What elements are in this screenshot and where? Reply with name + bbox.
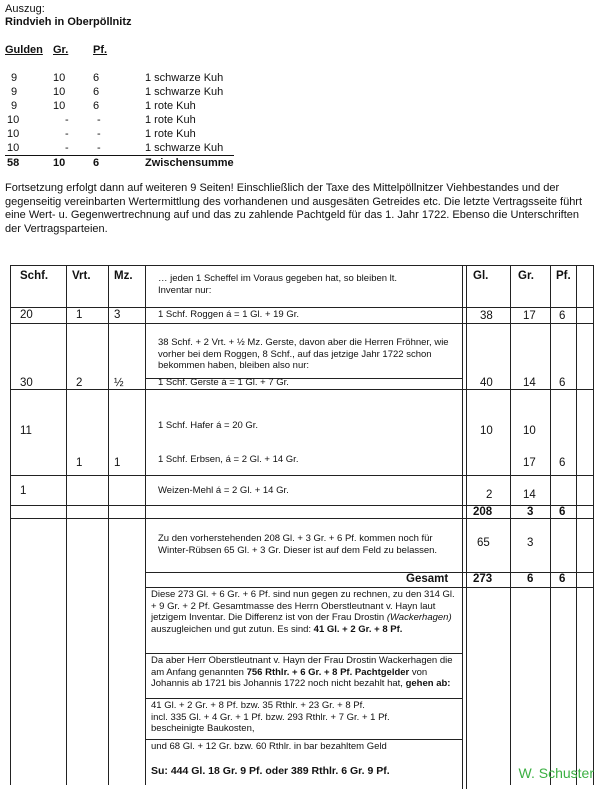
bar-line: und 68 Gl. + 12 Gr. bzw. 60 Rthlr. in bar bezahltem Geld [151,741,387,752]
gerste-gr: 14 [523,377,536,389]
hafer-gr: 10 [523,425,536,437]
grain-table [10,265,594,785]
gehen-ab: gehen ab: [405,678,451,689]
erbsen-vrt: 1 [76,457,83,469]
erbsen-text: 1 Schf. Erbsen, á = 2 Gl. + 14 Gr. [158,454,299,465]
signature: W. Schuster [518,765,594,781]
col-gr: Gr. [53,44,69,56]
gerste-vrt: 2 [76,377,83,389]
auszug-label: Auszug: [5,3,45,15]
table-header-row [5,43,234,57]
table-row: 9 10 6 1 schwarze Kuh [11,86,224,98]
weizen-text: Weizen-Mehl á = 2 Gl. + 14 Gr. [158,485,289,496]
weizen-gr: 14 [523,489,536,501]
col-gulden: Gulden [5,44,43,56]
table-row: 10 - - 1 rote Kuh [7,128,196,140]
roggen-mz: 3 [114,309,121,321]
summe-line: Su: 444 Gl. 18 Gr. 9 Pf. oder 389 Rthlr. 6 Gr. 9 Pf. [151,765,390,777]
header-gr: Gr. [518,270,534,282]
weizen-gl: 2 [486,489,493,501]
intro-text: … jeden 1 Scheffel im Voraus gegeben hat, so bleiben lt. Inventar nur: [158,273,398,296]
subtotal-row: 58 10 6 Zwischensumme [7,157,234,169]
differenz-amount: 41 Gl. + 2 Gr. + 8 Pf. [313,623,403,635]
header-mz: Mz. [114,270,133,282]
ruebsen-gr: 3 [527,537,534,549]
hafer-text: 1 Schf. Hafer á = 20 Gr. [158,420,259,431]
cattle-table [5,43,234,170]
abzug-lines: 41 Gl. + 2 Gr. + 8 Pf. bzw. 35 Rthlr. + 23 Gr. + 8 Pf. incl. 335 Gl. + 4 Gr. + 1 Pf. bzw. 293 Rthlr. + 7 Gr. + 1 Pf. bescheinigte Baukosten, [151,700,390,734]
erbsen-pf: 6 [559,457,566,469]
hafer-schf: 11 [20,425,32,437]
ruebsen-text: Zu den vorherstehenden 208 Gl. + 3 Gr. + 6 Pf. kommen noch für Winter-Rübsen 65 Gl. + 3 Gr. Dieser ist auf dem Feld zu belassen. [158,533,438,556]
weizen-schf: 1 [20,485,27,497]
gerste-pf: 6 [559,377,566,389]
roggen-pf: 6 [559,310,566,322]
hafer-gl: 10 [480,425,493,437]
roggen-text: 1 Schf. Roggen á = 1 Gl. + 19 Gr. [158,309,300,320]
header-schf: Schf. [20,270,49,282]
continuation-paragraph: Fortsetzung erfolgt dann auf weiteren 9 Seiten! Einschließlich der Taxe des Mittelpöllnitzer Viehbestandes und der gegenseitig vereinbarten Wertermittlung des vorhandenen und ausgesäten Getreides etc. Die letzte Vertragsseite führt eine Wert- u. Gegenwertrechnung auf und das zu zahlende Pachtgeld für das 1. Jahr 1722. Ebenso die Unterschriften der Vertragsparteien. [5,182,583,235]
gesamt-pf: 6 [559,573,566,585]
gesamt-gl: 273 [473,573,493,585]
table-row: 10 - - 1 rote Kuh [7,114,196,126]
gerste-gl: 40 [480,377,493,389]
pachtgeld-amount: 756 Rthlr. + 6 Gr. + 8 Pf. Pachtgelder [246,666,410,678]
gerste-mz: ½ [114,377,124,389]
roggen-gr: 17 [523,310,536,322]
page-title: Rindvieh in Oberpöllnitz [5,16,132,28]
header-gl: Gl. [473,270,489,282]
erbsen-mz: 1 [114,457,121,469]
gerste-text: 1 Schf. Gerste á = 1 Gl. + 7 Gr. [158,377,289,388]
gerste-schf: 30 [20,377,33,389]
erbsen-gr: 17 [523,457,536,469]
header-vrt: Vrt. [72,270,91,282]
roggen-gl: 38 [480,310,493,322]
table-row: 9 10 6 1 schwarze Kuh [11,72,224,84]
gerste-note: 38 Schf. + 2 Vrt. + ½ Mz. Gerste, davon aber die Herren Fröhner, wie vorher bei dem Roggen, 8 Schf., auf das jetzige Jahr 1722 schon bekommen haben, bleiben also nur: [158,337,449,371]
roggen-schf: 20 [20,309,33,321]
pachtgeld-text: Da aber Herr Oberstleutnant v. Hayn der Frau Drostin Wackerhagen die am Anfang genannten 756 Rthlr. + 6 Gr. + 8 Pf. Pachtgelder von Johannis ab 1721 bis Johannis 1722 noch nicht bezahlt hat, gehen ab: [151,655,453,689]
ruebsen-gl: 65 [477,537,490,549]
wackerhagen-italic: (Wackerhagen) [386,612,452,623]
gesamt-gr: 6 [527,573,534,585]
subtotal-gr: 3 [527,506,534,518]
header-pf: Pf. [556,270,571,282]
differenz-text: Diese 273 Gl. + 6 Gr. + 6 Pf. sind nun gegen zu rechnen, zu den 314 Gl. + 9 Gr. + 2 Pf. Gesamtmasse des Herrn Oberstleutnant v. Hayn laut jetzigem Inventar. Die Differenz ist von der Frau Drostin (Wackerhagen) auszugleichen und gut zutun. Es sind: 41 Gl. + 2 Gr. + 8 Pf. [151,589,455,635]
col-pf: Pf. [93,44,108,56]
subtotal-pf: 6 [559,506,566,518]
table-row: 9 10 6 1 rote Kuh [11,100,196,112]
subtotal-gl: 208 [473,506,493,518]
gesamt-label: Gesamt [406,573,449,585]
table-row: 10 - - 1 schwarze Kuh [5,141,234,156]
roggen-vrt: 1 [76,309,83,321]
